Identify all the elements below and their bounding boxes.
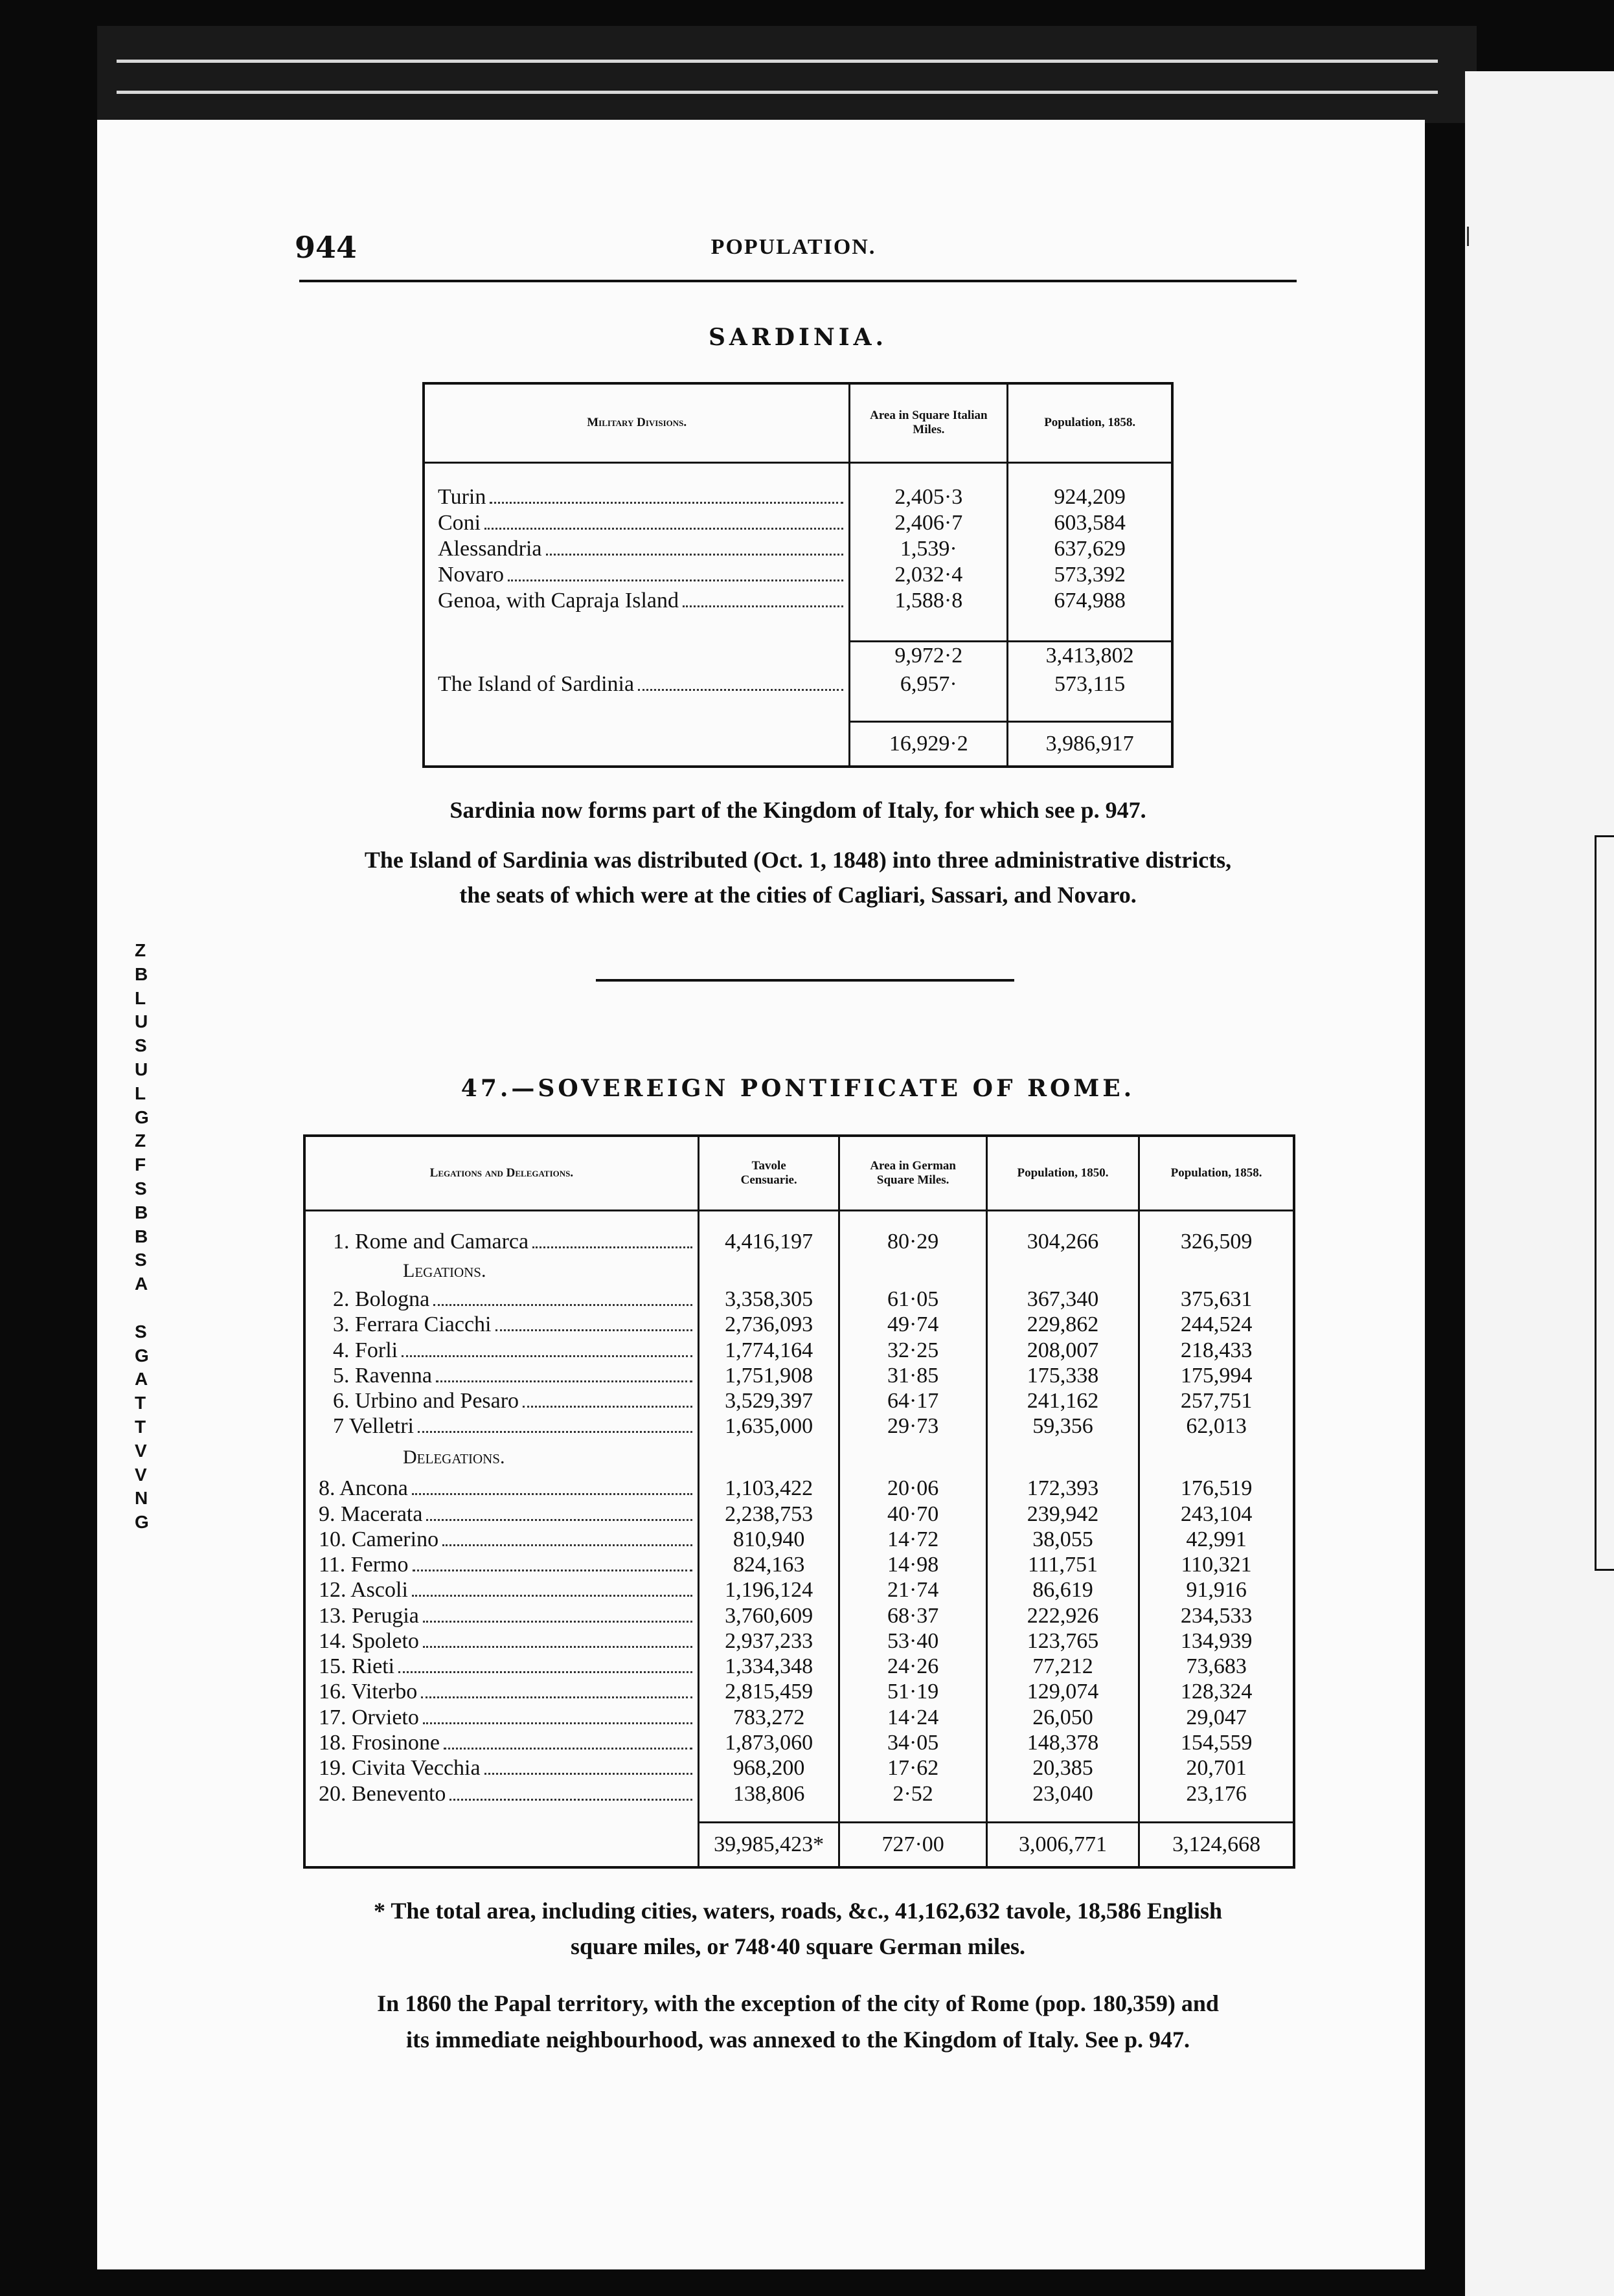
facing-letter: A <box>135 1274 148 1294</box>
row-name-cell <box>304 1363 698 1388</box>
sardinia-subtotal-row <box>424 641 1172 670</box>
rome-note-2: its immediate neighbourhood, was annexed to the Kingdom of Italy. See p. 947. <box>405 2027 1190 2053</box>
delegations-body <box>304 1476 1294 1806</box>
sardinia-total-row <box>424 722 1172 767</box>
row-value: 968,200 <box>698 1756 839 1781</box>
row-value: 20,385 <box>986 1756 1139 1781</box>
row-value: 1,196,124 <box>698 1578 839 1603</box>
sardinia-row <box>424 588 1172 614</box>
row-name: Genoa, with Capraja Island <box>438 589 679 613</box>
row-value: 1,588·8 <box>850 588 1008 614</box>
header-tavole: Tavole Censuarie. <box>698 1136 839 1211</box>
leader-dots <box>426 1519 692 1521</box>
row-value: 20·06 <box>839 1476 986 1502</box>
row-value: 239,942 <box>986 1502 1139 1527</box>
facing-letter <box>135 1296 154 1320</box>
row-name: 7 Velletri <box>333 1414 414 1439</box>
rome-header-row <box>304 1136 1294 1211</box>
scan-edge-top <box>97 26 1477 123</box>
island-area: 6,957· <box>850 670 1008 699</box>
facing-letter: S <box>135 1035 147 1056</box>
row-value: 59,356 <box>986 1414 1139 1439</box>
leader-dots <box>442 1544 692 1546</box>
row-value: 172,393 <box>986 1476 1139 1502</box>
sardinia-note-2b: the seats of which were at the cities of Cagliari, Sassari, and Novaro. <box>459 882 1137 908</box>
row-value: 32·25 <box>839 1338 986 1363</box>
row-name-cell <box>304 1338 698 1363</box>
rome-title: 47.—SOVEREIGN PONTIFICATE OF ROME. <box>460 1075 1135 1102</box>
subtotal-area: 9,972·2 <box>850 641 1008 670</box>
row-value: 138,806 <box>698 1781 839 1806</box>
row-name-cell <box>304 1578 698 1603</box>
row-name: 9. Macerata <box>319 1502 423 1526</box>
header-legations: Legations and Delegations. <box>304 1136 698 1211</box>
row-value: 38,055 <box>986 1527 1139 1552</box>
leader-dots <box>546 554 844 556</box>
header-area-german: Area in German Square Miles. <box>839 1136 986 1211</box>
leader-dots <box>495 1329 692 1331</box>
legation-row <box>304 1388 1294 1413</box>
legations-body <box>304 1287 1294 1439</box>
row-value: 2,238,753 <box>698 1502 839 1527</box>
row-name: 4. Forli <box>333 1338 398 1362</box>
sardinia-body <box>424 484 1172 614</box>
facing-letter: T <box>135 1416 146 1437</box>
row-name: 6. Urbino and Pesaro <box>333 1389 519 1413</box>
facing-letter: L <box>135 987 146 1008</box>
row-value: 14·24 <box>839 1705 986 1730</box>
rome-note-1: In 1860 the Papal territory, with the exception of the city of Rome (pop. 180,359) and <box>377 1990 1219 2016</box>
facing-letter: B <box>135 1202 148 1222</box>
rome-footnote-1: * The total area, including cities, waters, roads, &c., 41,162,632 tavole, 18,586 English <box>374 1898 1222 1924</box>
facing-page-table-edge <box>1595 835 1614 1571</box>
facing-letter: B <box>135 963 148 984</box>
total-population: 3,986,917 <box>1045 732 1134 756</box>
total-area: 727·00 <box>839 1822 986 1867</box>
row-value: 14·72 <box>839 1527 986 1552</box>
row-name: 5. Ravenna <box>333 1363 432 1388</box>
sardinia-row <box>424 536 1172 562</box>
row-name: 3. Ferrara Ciacchi <box>333 1312 492 1337</box>
row-value: 175,338 <box>986 1363 1139 1388</box>
row-value: 31·85 <box>839 1363 986 1388</box>
row-name-cell <box>304 1654 698 1680</box>
leader-dots <box>423 1722 692 1724</box>
row-value: 2,815,459 <box>698 1680 839 1705</box>
leader-dots <box>398 1671 692 1673</box>
facing-letter: G <box>135 1107 149 1127</box>
leader-dots <box>423 1621 692 1623</box>
row-value: 91,916 <box>1186 1578 1247 1603</box>
row-name: Coni <box>438 510 481 535</box>
row-value: 61·05 <box>839 1287 986 1312</box>
facing-letter: T <box>135 1393 146 1413</box>
delegation-row <box>304 1756 1294 1781</box>
sardinia-row <box>424 562 1172 588</box>
row-name-cell <box>424 536 850 562</box>
row-value: 218,433 <box>1180 1338 1253 1362</box>
facing-letter: F <box>135 1154 146 1175</box>
row-name: 20. Benevento <box>319 1781 446 1806</box>
row-name-cell <box>304 1553 698 1578</box>
facing-letter: N <box>135 1488 148 1509</box>
row-value: 375,631 <box>1180 1287 1253 1312</box>
row-value: 24·26 <box>839 1654 986 1680</box>
row-value: 68·37 <box>839 1603 986 1628</box>
row-value: 42,991 <box>1186 1527 1247 1551</box>
row-value: 20,701 <box>1186 1756 1247 1781</box>
row-name-cell <box>304 1527 698 1552</box>
row-name: 19. Civita Vecchia <box>319 1756 481 1781</box>
facing-letter: B <box>135 1226 148 1246</box>
leader-dots <box>412 1595 692 1597</box>
facing-letter: V <box>135 1464 147 1485</box>
row-value: 234,533 <box>1180 1603 1253 1628</box>
row-name: 14. Spoleto <box>319 1628 419 1653</box>
row-value: 23,176 <box>1186 1781 1247 1806</box>
row-name-cell <box>304 1287 698 1312</box>
leader-dots <box>418 1431 692 1433</box>
row-value: 2,032·4 <box>850 562 1008 588</box>
delegation-row <box>304 1628 1294 1654</box>
row-value: 244,524 <box>1180 1312 1253 1337</box>
header-pop-1858: Population, 1858. <box>1139 1136 1294 1211</box>
legations-label-row <box>304 1255 1294 1287</box>
row-value: 1,103,422 <box>698 1476 839 1502</box>
page-number: 944 <box>295 230 358 265</box>
row-value: 1,334,348 <box>698 1654 839 1680</box>
legation-row <box>304 1287 1294 1312</box>
row-name: Novaro <box>438 562 504 587</box>
sardinia-note-1: Sardinia now forms part of the Kingdom of Italy, for which see p. 947. <box>449 797 1146 823</box>
sardinia-row <box>424 510 1172 536</box>
row-pop-1850: 304,266 <box>986 1228 1139 1256</box>
row-value: 176,519 <box>1180 1476 1253 1501</box>
leader-dots <box>523 1406 692 1408</box>
running-head <box>295 230 1292 269</box>
facing-letter: Z <box>135 940 146 960</box>
leader-dots <box>484 1773 692 1775</box>
row-value: 62,013 <box>1186 1414 1247 1439</box>
delegation-row <box>304 1654 1294 1680</box>
row-value: 367,340 <box>986 1287 1139 1312</box>
rome-row-1 <box>304 1228 1294 1256</box>
facing-letter: S <box>135 1250 147 1270</box>
facing-letter: G <box>135 1345 149 1366</box>
leader-dots <box>490 502 843 504</box>
row-value: 2·52 <box>839 1781 986 1806</box>
delegation-row <box>304 1781 1294 1806</box>
leader-dots <box>508 580 843 581</box>
row-value: 824,163 <box>698 1553 839 1578</box>
row-value: 1,635,000 <box>698 1414 839 1439</box>
row-value: 34·05 <box>839 1730 986 1755</box>
delegations-label: Delegations. <box>304 1439 698 1476</box>
legation-row <box>304 1312 1294 1338</box>
row-name-cell <box>304 1756 698 1781</box>
row-value: 64·17 <box>839 1388 986 1413</box>
leader-dots <box>484 528 843 530</box>
row-value: 2,937,233 <box>698 1628 839 1654</box>
row-value: 129,074 <box>986 1680 1139 1705</box>
rome-table <box>303 1134 1295 1869</box>
row-value: 29,047 <box>1186 1705 1247 1729</box>
leader-dots <box>412 1493 692 1495</box>
facing-letter: S <box>135 1178 147 1199</box>
header-area: Area in Square Italian Miles. <box>850 383 1008 462</box>
row-name: 13. Perugia <box>319 1603 419 1628</box>
row-value: 783,272 <box>698 1705 839 1730</box>
row-value: 40·70 <box>839 1502 986 1527</box>
delegation-row <box>304 1527 1294 1552</box>
row-name: 10. Camerino <box>319 1527 439 1551</box>
row-value: 154,559 <box>1180 1730 1253 1755</box>
facing-page-letters <box>135 939 154 1535</box>
sardinia-table <box>422 382 1174 768</box>
row-value: 49·74 <box>839 1312 986 1338</box>
row-name-cell <box>304 1476 698 1502</box>
row-value: 123,765 <box>986 1628 1139 1654</box>
row-value: 73,683 <box>1186 1654 1247 1679</box>
row-name-cell <box>304 1730 698 1755</box>
row-value: 241,162 <box>986 1388 1139 1413</box>
row-value: 17·62 <box>839 1756 986 1781</box>
leader-dots <box>433 1304 692 1306</box>
row-name-cell <box>304 1680 698 1705</box>
delegation-row <box>304 1578 1294 1603</box>
row-value: 637,629 <box>1054 536 1126 561</box>
row-value: 77,212 <box>986 1654 1139 1680</box>
scan-edge-line <box>117 60 1438 63</box>
leader-dots <box>683 605 843 607</box>
row-name-cell <box>304 1781 698 1806</box>
row-value: 53·40 <box>839 1628 986 1654</box>
leader-dots <box>449 1799 692 1801</box>
row-name-cell <box>424 562 850 588</box>
row-value: 14·98 <box>839 1553 986 1578</box>
row-value: 148,378 <box>986 1730 1139 1755</box>
row-value: 810,940 <box>698 1527 839 1552</box>
sardinia-title: SARDINIA. <box>708 324 888 351</box>
row-name-cell <box>304 1502 698 1527</box>
row-area: 80·29 <box>839 1228 986 1256</box>
row-tavole: 4,416,197 <box>698 1228 839 1256</box>
delegation-row <box>304 1553 1294 1578</box>
row-value: 111,751 <box>986 1553 1139 1578</box>
leader-dots <box>413 1570 692 1571</box>
sardinia-note-2a: The Island of Sardinia was distributed (Oct. 1, 1848) into three administrative districts, <box>364 847 1232 873</box>
row-name: 17. Orvieto <box>319 1705 419 1729</box>
sardinia-row <box>424 484 1172 510</box>
head-rule <box>299 280 1297 282</box>
delegation-row <box>304 1502 1294 1527</box>
row-name-cell <box>424 484 850 510</box>
row-value: 26,050 <box>986 1705 1139 1730</box>
facing-letter: L <box>135 1083 146 1103</box>
facing-letter: V <box>135 1440 147 1461</box>
legation-row <box>304 1414 1294 1439</box>
row-value: 1,751,908 <box>698 1363 839 1388</box>
row-name: 8. Ancona <box>319 1476 408 1501</box>
rome-total-row <box>304 1822 1294 1867</box>
row-name-cell <box>304 1414 698 1439</box>
legations-label: Legations. <box>304 1255 698 1287</box>
facing-letter: G <box>135 1512 149 1533</box>
row-name-cell <box>304 1628 698 1654</box>
subtotal-population: 3,413,802 <box>1045 644 1134 668</box>
leader-dots <box>402 1355 692 1357</box>
legation-row <box>304 1363 1294 1388</box>
row-value: 924,209 <box>1054 484 1126 509</box>
row-name: 18. Frosinone <box>319 1730 440 1755</box>
legation-row <box>304 1338 1294 1363</box>
row-value: 243,104 <box>1180 1502 1253 1526</box>
row-name-cell <box>304 1603 698 1628</box>
row-value: 175,994 <box>1180 1363 1253 1388</box>
row-value: 21·74 <box>839 1578 986 1603</box>
sardinia-island-row <box>424 670 1172 699</box>
header-military-divisions: Military Divisions. <box>424 383 850 462</box>
rome-footnote-2: square miles, or 748·40 square German miles. <box>571 1933 1025 1959</box>
row-value: 573,392 <box>1054 562 1126 587</box>
scan-edge-line <box>117 91 1438 94</box>
leader-dots <box>421 1696 692 1698</box>
row-name: 1. Rome and Camarca <box>333 1229 529 1254</box>
leader-dots <box>444 1748 692 1750</box>
row-name: 15. Rieti <box>319 1654 395 1679</box>
row-value: 222,926 <box>986 1603 1139 1628</box>
row-name: Alessandria <box>438 536 542 561</box>
delegations-label-row <box>304 1439 1294 1476</box>
total-tavole: 39,985,423* <box>698 1822 839 1867</box>
row-value: 3,358,305 <box>698 1287 839 1312</box>
island-name: The Island of Sardinia <box>438 672 635 697</box>
row-value: 110,321 <box>1181 1553 1252 1577</box>
row-value: 1,774,164 <box>698 1338 839 1363</box>
facing-letter: U <box>135 1059 148 1079</box>
section-divider <box>596 979 1014 982</box>
row-value: 257,751 <box>1180 1389 1253 1413</box>
total-pop-1850: 3,006,771 <box>986 1822 1139 1867</box>
leader-dots <box>423 1646 692 1648</box>
row-name-cell <box>424 588 850 614</box>
sardinia-header-row <box>424 383 1172 462</box>
row-value: 29·73 <box>839 1414 986 1439</box>
row-name-cell <box>304 1312 698 1338</box>
delegation-row <box>304 1476 1294 1502</box>
row-value: 134,939 <box>1180 1628 1253 1653</box>
total-pop-1858: 3,124,668 <box>1172 1832 1261 1856</box>
row-value: 128,324 <box>1180 1680 1253 1704</box>
delegation-row <box>304 1730 1294 1755</box>
row-name-cell <box>304 1705 698 1730</box>
row-name-cell <box>304 1388 698 1413</box>
row-value: 23,040 <box>986 1781 1139 1806</box>
row-name: 16. Viterbo <box>319 1680 418 1704</box>
delegation-row <box>304 1705 1294 1730</box>
row-name-cell <box>424 510 850 536</box>
facing-letter: Z <box>135 1131 146 1151</box>
row-value: 603,584 <box>1054 510 1126 535</box>
header-population: Population, 1858. <box>1008 383 1172 462</box>
row-value: 208,007 <box>986 1338 1139 1363</box>
delegation-row <box>304 1680 1294 1705</box>
row-value: 1,539· <box>850 536 1008 562</box>
row-value: 51·19 <box>839 1680 986 1705</box>
row-value: 229,862 <box>986 1312 1139 1338</box>
row-name: 12. Ascoli <box>319 1578 408 1603</box>
row-value: 2,406·7 <box>850 510 1008 536</box>
facing-letter: U <box>135 1011 148 1032</box>
leader-dots <box>436 1380 692 1382</box>
row-name: 11. Fermo <box>319 1553 409 1577</box>
row-name: 2. Bologna <box>333 1287 430 1312</box>
row-value: 86,619 <box>986 1578 1139 1603</box>
row-value: 1,873,060 <box>698 1730 839 1755</box>
row-value: 2,405·3 <box>850 484 1008 510</box>
delegation-row <box>304 1603 1294 1628</box>
row-value: 674,988 <box>1054 589 1126 613</box>
facing-letter: A <box>135 1369 148 1390</box>
facing-page-mark <box>1461 227 1469 246</box>
header-pop-1850: Population, 1850. <box>986 1136 1139 1211</box>
running-head-title: POPULATION. <box>710 235 876 259</box>
total-area: 16,929·2 <box>850 722 1008 767</box>
row-name: Turin <box>438 484 486 509</box>
facing-letter: S <box>135 1321 147 1342</box>
row-value: 3,529,397 <box>698 1388 839 1413</box>
facing-page <box>1465 71 1614 2296</box>
row-value: 2,736,093 <box>698 1312 839 1338</box>
row-pop-1858: 326,509 <box>1180 1229 1253 1254</box>
island-population: 573,115 <box>1054 672 1126 697</box>
row-value: 3,760,609 <box>698 1603 839 1628</box>
